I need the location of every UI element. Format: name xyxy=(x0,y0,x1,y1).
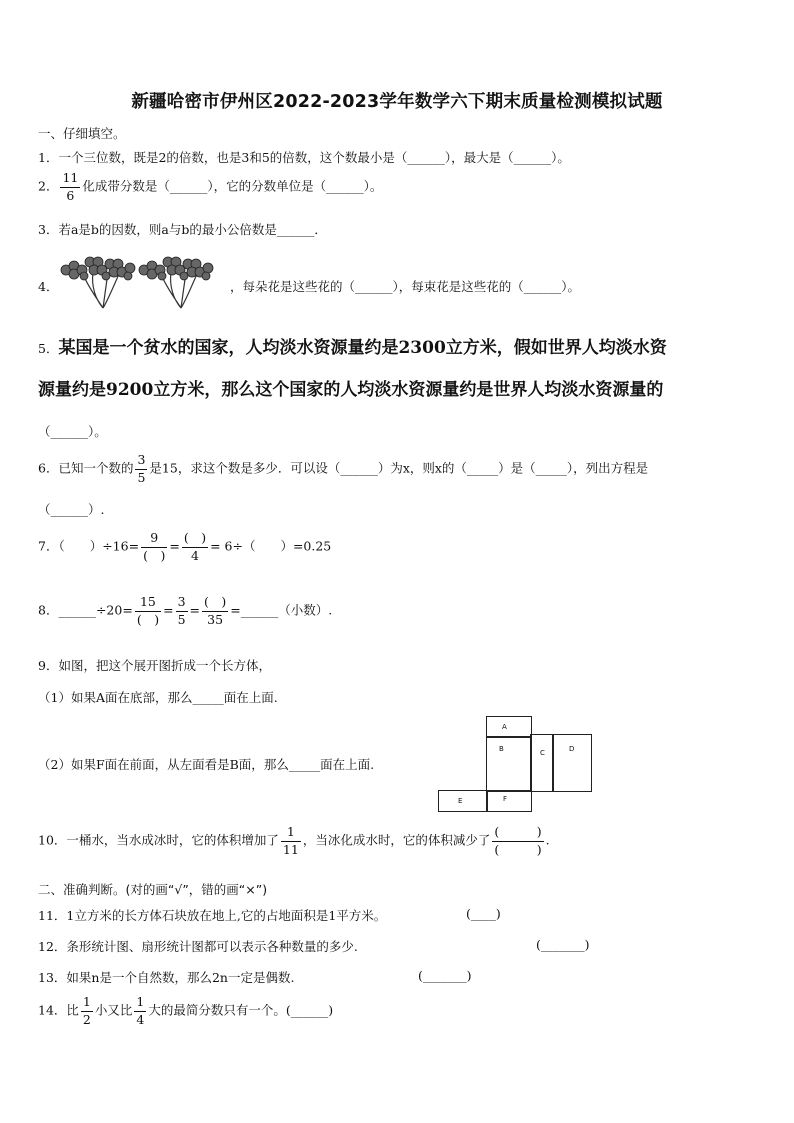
question-8-a: 8．______÷20= xyxy=(38,602,133,618)
question-14-c: 大的最简分数只有一个。(______) xyxy=(148,1002,334,1018)
fraction: $\frac{3}{5}$ xyxy=(177,594,186,627)
net-face-d: D xyxy=(552,734,592,792)
question-6 xyxy=(38,454,648,484)
fraction: $\frac{1}{4}$ xyxy=(136,994,145,1027)
net-face-b: B xyxy=(486,736,532,792)
net-face-c: C xyxy=(530,734,554,792)
question-13: 13．如果n是一个自然数，那么2n一定是偶数. xyxy=(38,970,295,985)
net-face-f: F xyxy=(486,790,532,812)
equals-sign: = xyxy=(163,602,174,618)
question-5-line-2: 源量约是9200立方米，那么这个国家的人均淡水资源量约是世界人均淡水资源量的 xyxy=(38,380,664,400)
fraction: $\frac{1}{2}$ xyxy=(82,994,91,1027)
question-7-b: = 6÷（ ）=0.25 xyxy=(210,538,332,554)
question-6-post: 是15，求这个数是多少．可以设（______）为x，则x的（_____）是（_____），列出方程是 xyxy=(149,460,649,476)
question-2-number: 2． xyxy=(38,178,59,194)
question-14 xyxy=(38,996,333,1026)
question-4-text: ，每朵花是这些花的（______），每束花是这些花的（______）。 xyxy=(230,279,581,294)
fraction: $\frac{9}{( )}$ xyxy=(143,530,166,563)
question-3: 3．若a是b的因数，则a与b的最小公倍数是______． xyxy=(38,222,327,237)
equals-sign: = xyxy=(189,602,200,618)
net-face-a: A xyxy=(486,716,532,738)
question-8-b: =______（小数）. xyxy=(230,602,333,618)
section-2-heading: 二、准确判断。(对的画“√”，错的画“×”) xyxy=(38,882,268,897)
question-4-number: 4． xyxy=(38,279,59,294)
question-10-a: 10．一桶水，当水成冰时，它的体积增加了 xyxy=(38,832,279,848)
fraction: $\frac{( )}{35}$ xyxy=(204,594,227,627)
fraction: $\frac{( )}{( )}$ xyxy=(494,824,542,857)
question-5-line-3: （______）。 xyxy=(38,424,107,439)
fraction: $\frac{11}{6}$ xyxy=(62,170,79,203)
question-5-text: 某国是一个贫水的国家，人均淡水资源量约是2300立方米，假如世界人均淡水资 xyxy=(58,338,667,358)
fraction: $\frac{3}{5}$ xyxy=(137,452,146,485)
question-13-answer: (_______) xyxy=(418,968,472,983)
question-8 xyxy=(38,596,332,626)
question-6-pre: 6．已知一个数的 xyxy=(38,460,134,476)
question-11: 11．1立方米的长方体石块放在地上,它的占地面积是1平方米。 xyxy=(38,908,387,923)
equals-sign: = xyxy=(169,538,180,554)
question-10-b: ，当冰化成水时，它的体积减少了 xyxy=(302,832,491,848)
question-10-c: . xyxy=(545,832,550,848)
question-2 xyxy=(38,172,382,202)
question-9: 9．如图，把这个展开图折成一个长方体， xyxy=(38,658,271,673)
question-2-text: 化成带分数是（______），它的分数单位是（______）。 xyxy=(82,178,383,194)
question-5-number: 5． xyxy=(38,341,59,356)
question-9-part-1: （1）如果A面在底部，那么_____面在上面. xyxy=(38,690,278,705)
question-7-a: 7．（ ）÷16= xyxy=(38,538,140,554)
question-6-line-2: （______）. xyxy=(38,502,105,517)
question-9-part-2: （2）如果F面在前面，从左面看是B面，那么_____面在上面. xyxy=(38,757,375,772)
question-12-answer: (_______) xyxy=(536,937,590,952)
fraction: $\frac{1}{11}$ xyxy=(282,824,299,857)
question-14-b: 小又比 xyxy=(94,1002,133,1018)
question-7 xyxy=(38,532,331,562)
section-1-heading: 一、仔细填空。 xyxy=(38,126,126,141)
question-11-answer: (____) xyxy=(466,906,501,921)
net-face-e: E xyxy=(438,790,488,812)
question-10 xyxy=(38,826,550,856)
question-1: 1．一个三位数，既是2的倍数，也是3和5的倍数，这个数最小是（______），最大是（______）。 xyxy=(38,150,570,165)
fraction: $\frac{15}{( )}$ xyxy=(136,594,160,627)
question-12: 12．条形统计图、扇形统计图都可以表示各种数量的多少. xyxy=(38,939,358,954)
flower-bouquets-image xyxy=(58,252,226,312)
fraction: $\frac{( )}{4}$ xyxy=(183,530,207,563)
question-5-line-1 xyxy=(38,333,667,358)
question-14-a: 14．比 xyxy=(38,1002,79,1018)
page-title: 新疆哈密市伊州区2022-2023学年数学六下期末质量检测模拟试题 xyxy=(131,92,663,112)
